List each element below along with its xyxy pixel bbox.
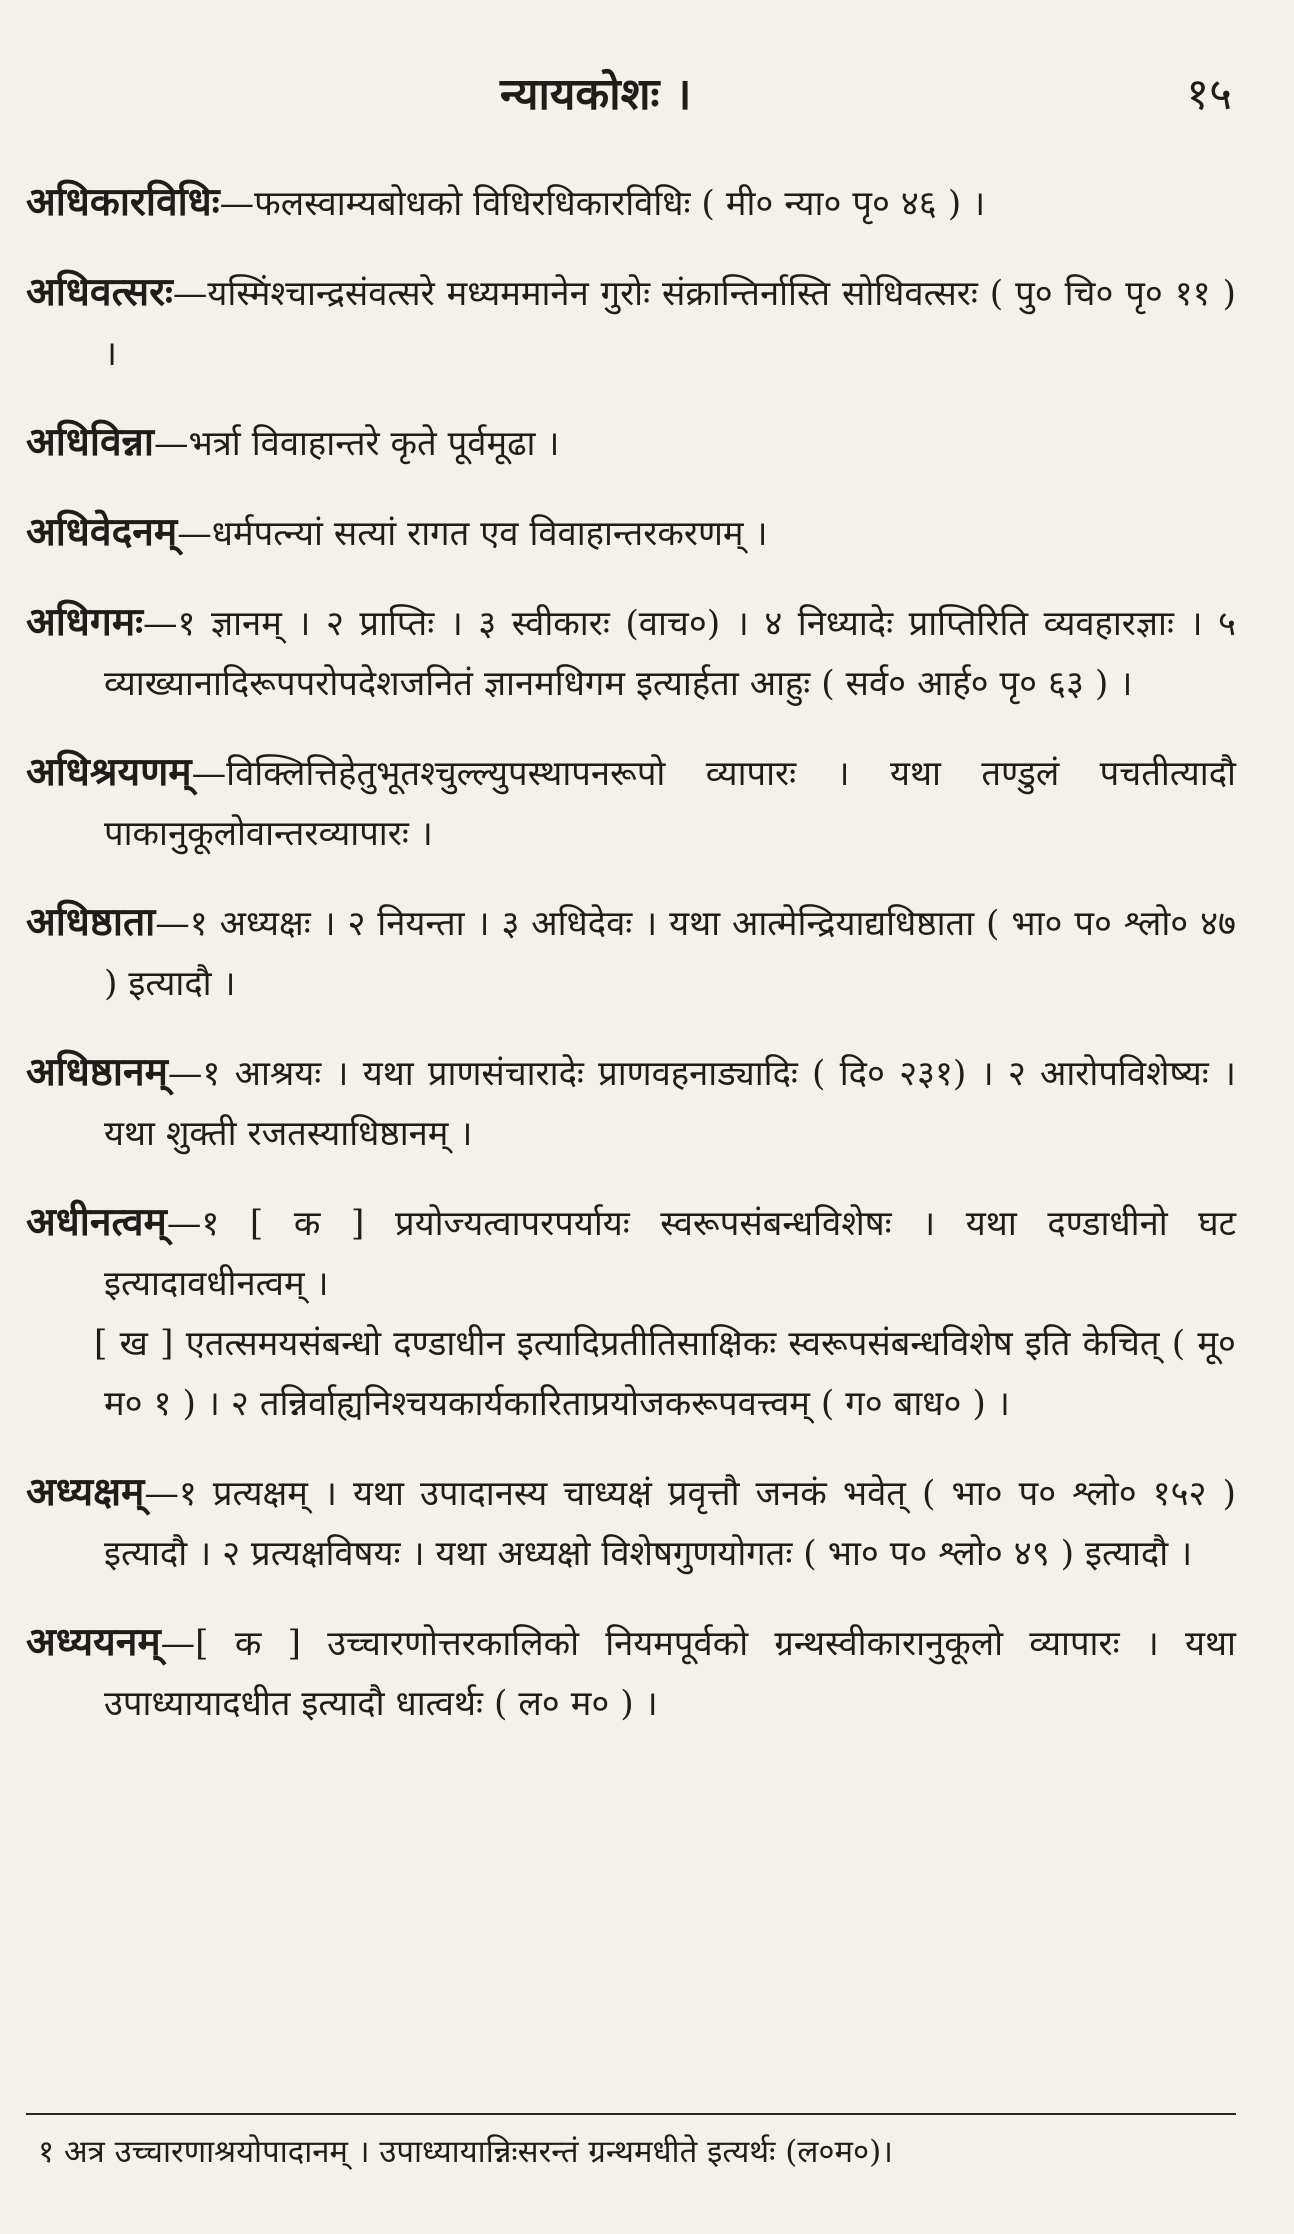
dictionary-entry xyxy=(26,262,1236,384)
dictionary-entry xyxy=(26,1042,1236,1164)
entry-definition: —यस्मिंश्चान्द्रसंवत्सरे मध्यममानेन गुरोः संक्रान्तिर्नास्ति सोधिवत्सरः ( पु० चि० पृ० ११ ) । xyxy=(104,274,1236,374)
footnote-divider xyxy=(26,2113,1236,2115)
page-number: १५ xyxy=(1186,69,1232,120)
dictionary-entry xyxy=(26,1612,1236,1734)
dictionary-entry xyxy=(26,172,1236,234)
footnote: १ अत्र उच्चारणाश्रयोपादानम् । उपाध्यायान्निःसरन्तं ग्रन्थमधीते इत्यर्थः (ल०म०)। xyxy=(38,2134,893,2170)
entry-headword: अधिवेदनम् xyxy=(26,509,178,555)
entry-definition: —भर्त्रा विवाहान्तरे कृते पूर्वमूढा । xyxy=(154,424,560,464)
entry-headword: अध्यक्षम् xyxy=(26,1469,145,1515)
dictionary-entry xyxy=(26,742,1236,864)
entry-definition: —१ [ क ] प्रयोज्यत्वापरपर्यायः स्वरूपसंबन्धविशेषः । यथा दण्डाधीनो घट इत्यादावधीनत्वम् । xyxy=(104,1204,1236,1304)
entry-definition: —धर्मपत्न्यां सत्यां रागत एव विवाहान्तरकरणम् । xyxy=(177,514,768,554)
entries-list xyxy=(26,172,1236,1762)
entry-definition: —१ आश्रयः । यथा प्राणसंचारादेः प्राणवहनाड्यादिः ( दि० २३१) । २ आरोपविशेष्यः । यथा शुक्ती रजतस्याधिष्ठानम् । xyxy=(104,1054,1236,1154)
entry-headword: अधिष्ठाता xyxy=(26,899,156,945)
entry-definition: —१ प्रत्यक्षम् । यथा उपादानस्य चाध्यक्षं प्रवृत्तौ जनकं भवेत् ( भा० प० श्लो० १५२ ) इत्यादौ । २ प्रत्यक्षविषयः । यथा अध्यक्षो विशेषगुणयोगतः ( भा० प० श्लो० ४९ ) इत्यादौ । xyxy=(104,1474,1236,1574)
entry-headword: अधिवत्सरः xyxy=(26,269,173,315)
entry-headword: अधिश्रयणम् xyxy=(26,749,192,795)
entry-definition: [ ख ] एतत्समयसंबन्धो दण्डाधीन इत्यादिप्रतीतिसाक्षिकः स्वरूपसंबन्धविशेष इति केचित् ( मू० म० १ ) । २ तन्निर्वाह्यनिश्चयकार्यकारिताप्रयोजकरूपवत्त्वम् ( ग० बाध० ) । xyxy=(94,1324,1236,1424)
entry-definition: —१ अध्यक्षः । २ नियन्ता । ३ अधिदेवः । यथा आत्मेन्द्रियाद्यधिष्ठाता ( भा० प० श्लो० ४७ ) इत्यादौ । xyxy=(104,904,1236,1004)
entry-headword: अधीनत्वम् xyxy=(26,1199,167,1245)
entry-headword: अधिगमः xyxy=(26,599,144,645)
dictionary-entry xyxy=(26,592,1236,714)
entry-definition: —[ क ] उच्चारणोत्तरकालिको नियमपूर्वको ग्रन्थस्वीकारानुकूलो व्यापारः । यथा उपाध्यायादधीत इत्यादौ धात्वर्थः ( ल० म० ) । xyxy=(104,1624,1236,1724)
entry-headword: अधिकारविधिः xyxy=(26,179,220,225)
entry-headword: अध्ययनम् xyxy=(26,1619,161,1665)
entry-headword: अधिविन्ना xyxy=(26,419,154,465)
entry-headword: अधिष्ठानम् xyxy=(26,1049,168,1095)
dictionary-entry xyxy=(26,1462,1236,1584)
entry-definition: —विक्लित्तिहेतुभूतश्चुल्ल्युपस्थापनरूपो व्यापारः । यथा तण्डुलं पचतीत्यादौ पाकानुकूलोवान्तरव्यापारः । xyxy=(104,754,1236,854)
entry-definition: —१ ज्ञानम् । २ प्राप्तिः । ३ स्वीकारः (वाच०) । ४ निध्यादेः प्राप्तिरिति व्यवहारज्ञाः । ५ व्याख्यानादिरूपपरोपदेशजनितं ज्ञानमधिगम इत्यार्हता आहुः ( सर्व० आर्ह० पृ० ६३ ) । xyxy=(104,604,1236,704)
page-header xyxy=(0,62,1294,132)
page-title: न्यायकोशः । xyxy=(500,69,692,120)
dictionary-subentry xyxy=(26,1314,1236,1434)
dictionary-entry xyxy=(26,412,1236,474)
entry-definition: —फलस्वाम्यबोधको विधिरधिकारविधिः ( मी० न्या० पृ० ४६ ) । xyxy=(219,184,986,224)
dictionary-entry xyxy=(26,502,1236,564)
dictionary-entry xyxy=(26,892,1236,1014)
dictionary-entry xyxy=(26,1192,1236,1314)
